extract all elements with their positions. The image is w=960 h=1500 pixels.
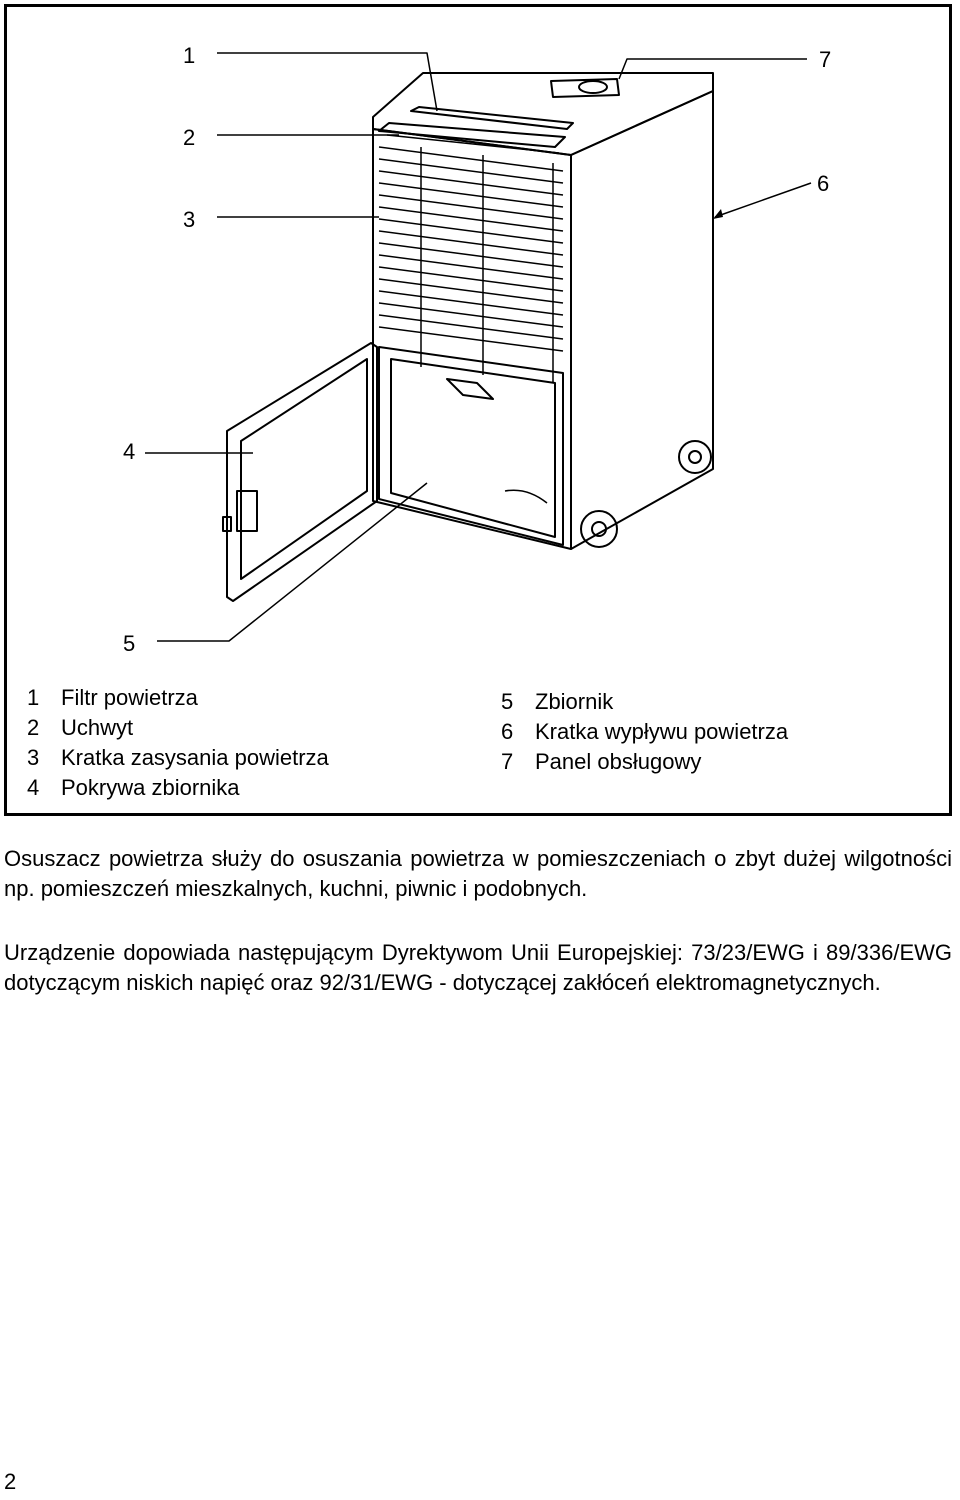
tank-cover-door [223,343,377,601]
callout-2: 2 [183,125,196,150]
legend-item [27,773,329,803]
page-number: 2 [4,1469,17,1494]
legend-number: 3 [27,745,40,770]
legend-label: Pokrywa zbiornika [61,775,240,800]
directives-paragraph: Urządzenie dopowiada następującym Dyrektywom Unii Europejskiej: 73/23/EWG i 89/336/EWG dotyczącym niskich napięć oraz 92/31/EWG - dotyczącej zakłóceń elektromagnetycznych. [4,940,952,995]
legend-label: Uchwyt [61,715,134,740]
legend-item [27,683,329,713]
legend-left [27,683,329,803]
legend-number: 5 [501,689,514,714]
legend-number: 7 [501,749,514,774]
unit-right-side [571,91,713,549]
callout-4: 4 [123,439,136,464]
legend-number: 2 [27,715,40,740]
leader-lines [145,53,811,641]
legend-number: 4 [27,775,40,800]
control-panel [551,79,619,97]
callout-3: 3 [183,207,196,232]
legend-item [501,717,788,747]
callout-7: 7 [819,47,832,72]
callout-6: 6 [817,171,830,196]
wheels [581,441,711,547]
legend-label: Filtr powietrza [61,685,198,710]
legend-item [27,713,329,743]
figure-frame [4,4,952,816]
legend-label: Zbiornik [535,689,614,714]
legend-item [27,743,329,773]
legend-item [501,747,788,777]
legend-label: Kratka zasysania powietrza [61,745,329,770]
legend-number: 6 [501,719,514,744]
legend-label: Panel obsługowy [535,749,702,774]
callout-5: 5 [123,631,136,656]
legend-right [501,687,788,777]
intro-paragraph: Osuszacz powietrza służy do osuszania powietrza w pomieszczeniach o zbyt dużej wilgotności np. pomieszczeń mieszkalnych, kuchni, piwnic i podobnych. [4,846,952,901]
callout-1: 1 [183,43,196,68]
intake-grille [379,147,563,383]
water-tank [379,347,563,545]
legend-number: 1 [27,685,40,710]
legend-item [501,687,788,717]
legend-label: Kratka wypływu powietrza [535,719,789,744]
